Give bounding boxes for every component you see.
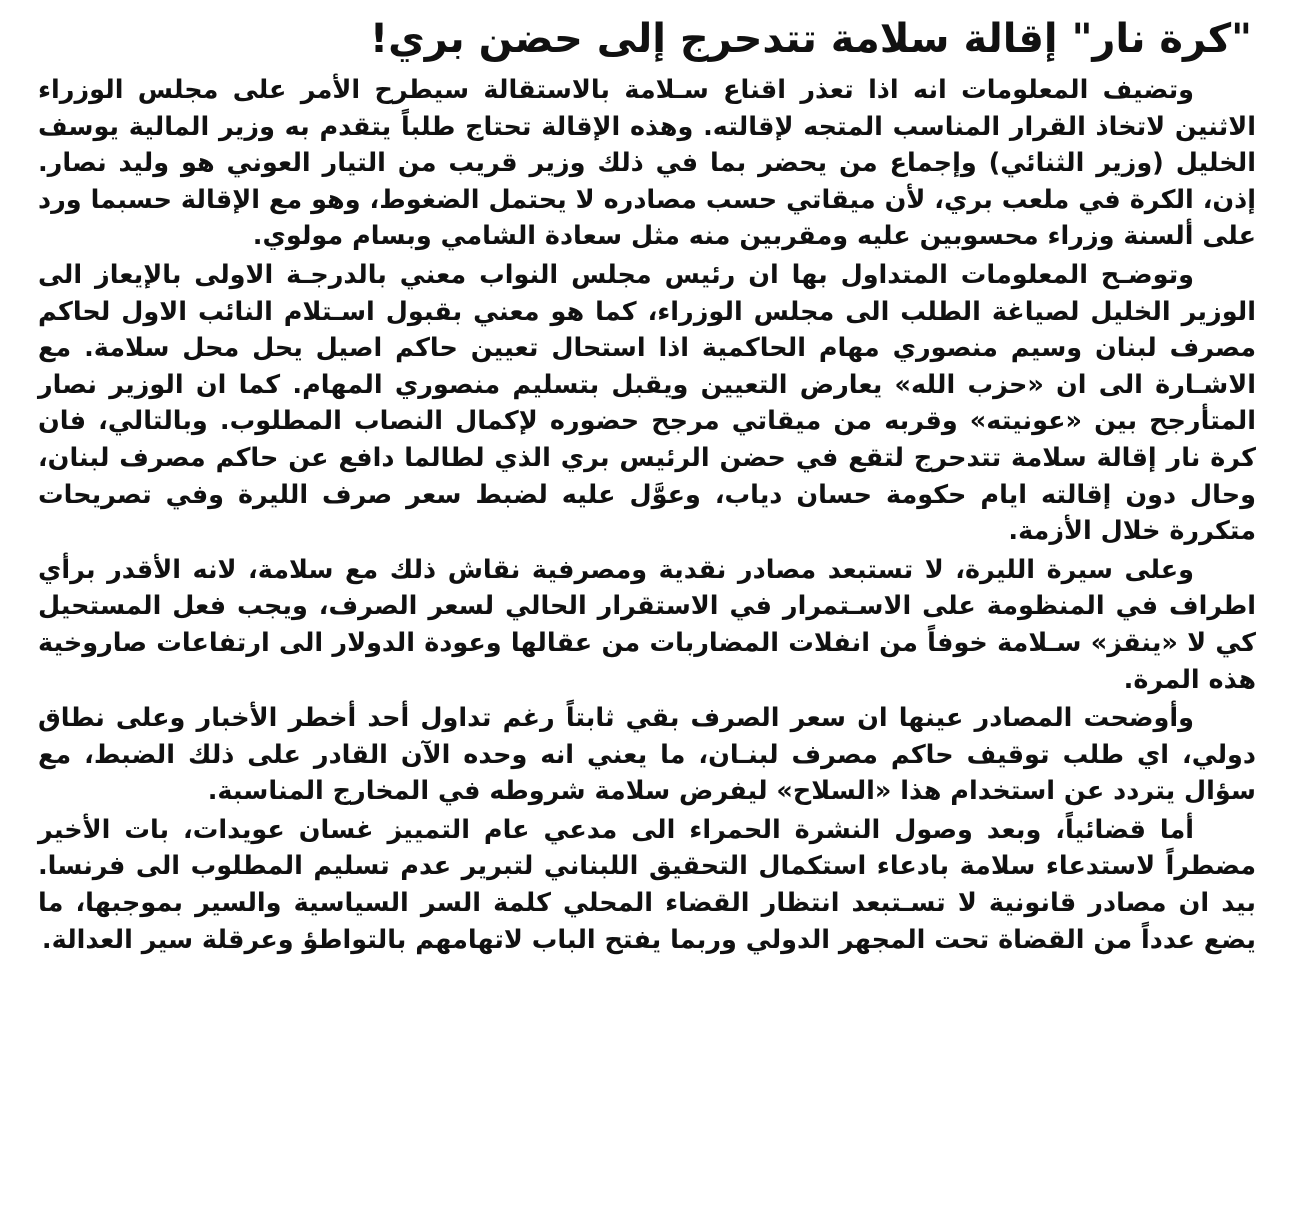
article-headline: "كرة نار" إقالة سلامة تتدحرج إلى حضن بري! (369, 16, 1252, 62)
article-body (38, 72, 1256, 958)
article-paragraph: وتوضـح المعلومات المتداول بها ان رئيس مجلس النواب معني بالدرجـة الاولى بالإيعاز الى الوزير الخليل لصياغة الطلب الى مجلس الوزراء، كما هو معني بقبول اسـتلام النائب الاول لحاكم مصرف لبنان وسيم منصوري مهام الحاكمية اذا استحال تعيين حاكم اصيل يحل محل سلامة. مع الاشـارة الى ان «حزب الله» يعارض التعيين ويقبل بتسليم منصوري المهام. كما ان الوزير نصار المتأرجح بين «عونيته» وقربه من ميقاتي مرجح حضوره لإكمال النصاب المطلوب. وبالتالي، فان كرة نار إقالة سلامة تتدحرج لتقع في حضن الرئيس بري الذي لطالما دافع عن حاكم مصرف لبنان، وحال دون إقالته ايام حكومة حسان دياب، وعوَّل عليه لضبط سعر صرف الليرة وفي تصريحات متكررة خلال الأزمة. (38, 259, 1256, 547)
article-paragraph: وعلى سيرة الليرة، لا تستبعد مصادر نقدية ومصرفية نقاش ذلك مع سلامة، لانه الأقدر برأي اطراف في المنظومة على الاسـتمرار في الاستقرار الحالي لسعر الصرف، ويجب فعل المستحيل كي لا «ينقز» سـلامة خوفاً من انفلات المضاربات من عقالها وعودة الدولار الى ارتفاعات صاروخية هذه المرة. (38, 554, 1256, 695)
article-paragraph: وأوضحت المصادر عينها ان سعر الصرف بقي ثابتاً رغم تداول أحد أخطر الأخبار وعلى نطاق دولي، اي طلب توقيف حاكم مصرف لبنـان، ما يعني انه وحده الآن القادر على ذلك الضبط، مع سؤال يتردد عن استخدام هذا «السلاح» ليفرض سلامة شروطه في المخارج المناسبة. (38, 703, 1256, 807)
news-article (38, 10, 1256, 1223)
article-paragraph: وتضيف المعلومات انه اذا تعذر اقناع سـلامة بالاستقالة سيطرح الأمر على مجلس الوزراء الاثنين لاتخاذ القرار المناسب المتجه لإقالته. وهذه الإقالة تحتاج طلباً يتقدم به وزير المالية يوسف الخليل (وزير الثنائي) وإجماع من يحضر بما في ذلك وزير قريب من التيار العوني هو وليد نصار. إذن، الكرة في ملعب بري، لأن ميقاتي حسب مصادره لا يحتمل الضغوط، وهو مع الإقالة حسبما ورد على ألسنة وزراء محسوبين عليه ومقربين منه مثل سعادة الشامي وبسام مولوي. (38, 75, 1256, 252)
article-paragraph: أما قضائياً، وبعد وصول النشرة الحمراء الى مدعي عام التمييز غسان عويدات، بات الأخير مضطراً لاستدعاء سلامة بادعاء استكمال التحقيق اللبناني لتبرير عدم تسليم المطلوب الى فرنسا. بيد ان مصادر قانونية لا تسـتبعد انتظار القضاء المحلي كلمة السر السياسية والسير بموجبها، ما يضع عدداً من القضاة تحت المجهر الدولي وربما يفتح الباب لاتهامهم بالتواطؤ وعرقلة سير العدالة. (38, 814, 1256, 955)
